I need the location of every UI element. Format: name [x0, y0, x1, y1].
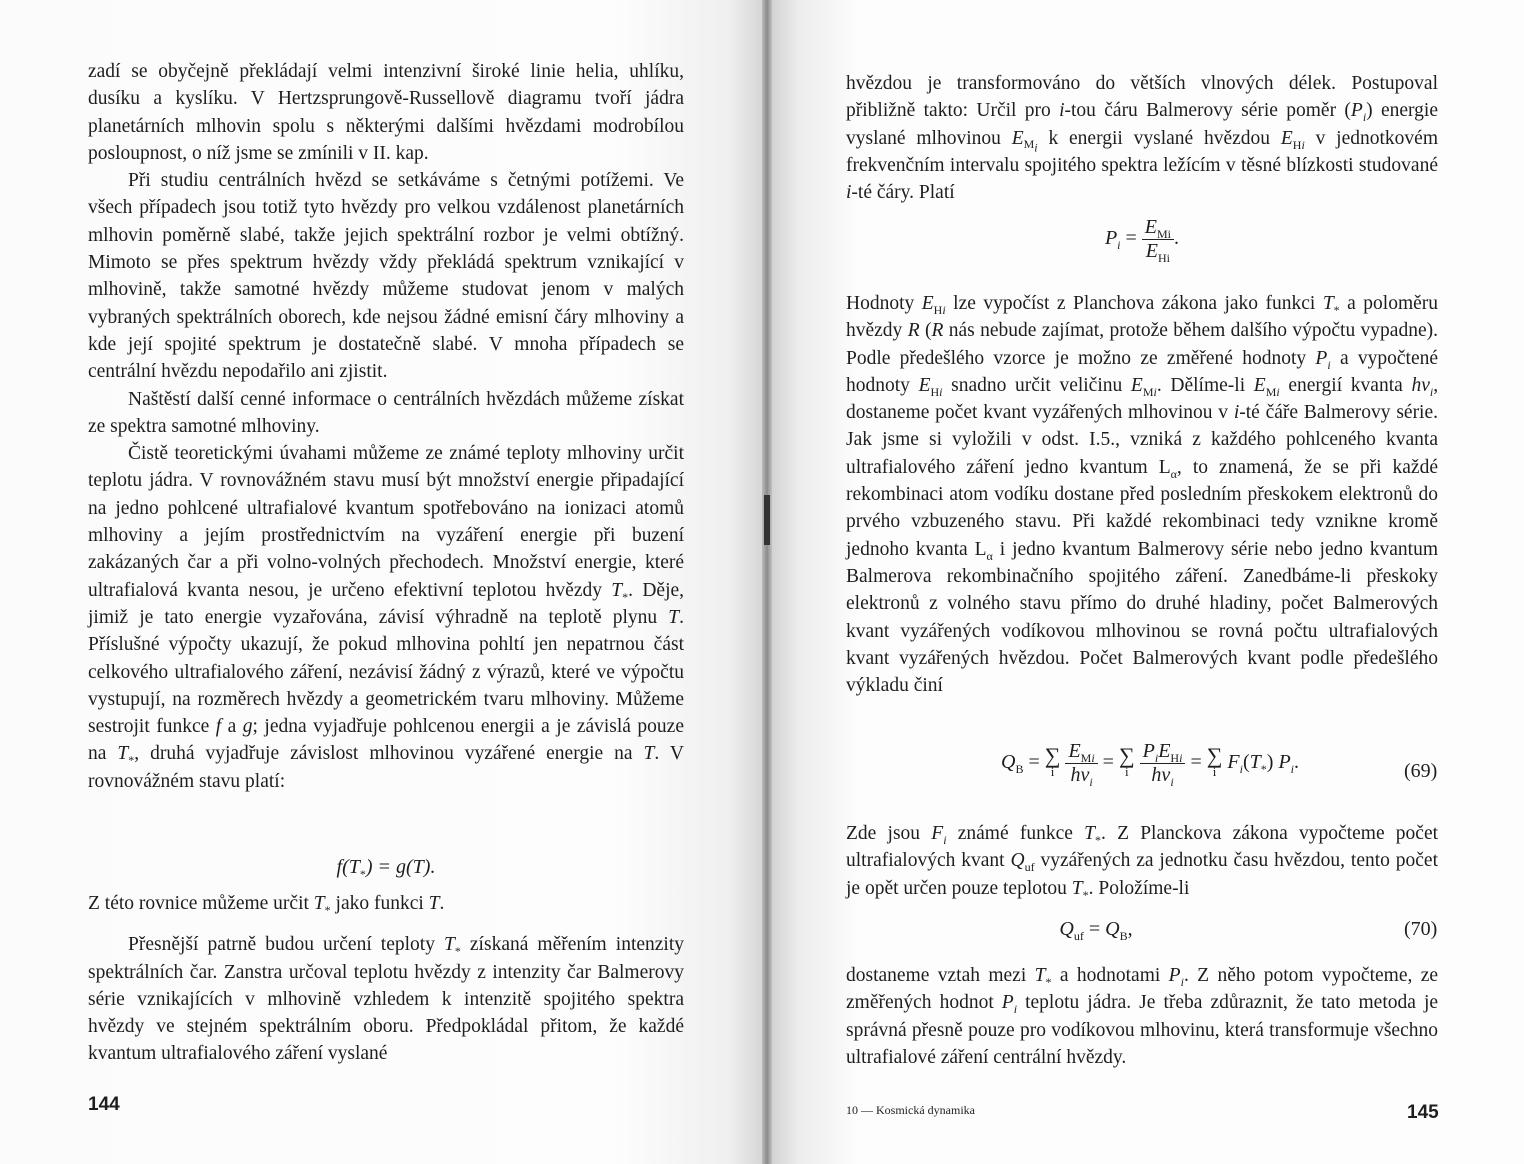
right-paragraph-4: dostaneme vztah mezi $T_*$ a hodnotami $P_i$. Z něho potom vypočteme, ze změřených hodnot $P_i$ teplotu jádra. Je třeba zdůraznit, že tato metoda je správná přesně pouze pro vodíkovou mlhovinu, která transformuje všechno ultrafialové záření centrální hvězdy.	[846, 965, 1439, 1068]
right-text-block-1	[846, 70, 1438, 206]
book-gutter	[762, 0, 772, 1164]
equation-quf: $Q_{uf} = Q_B$,	[1059, 918, 1133, 943]
right-paragraph-1: hvězdou je transformováno do větších vlnových délek. Postupoval přibližně takto: Určil pro i-tou čáru Balmerovy série poměr $(P_i)$ energie vyslané mlhovinou $E_{M_i}$ k energii vyslané hvězdou $E_{Hi}$ v jednotkovém frekvenčním intervalu spojitého spektra ležícím v těsné blízkosti studované i-té čáry. Platí	[846, 73, 1439, 204]
equation-number-69: (69)	[1404, 760, 1438, 782]
right-text-block-2	[846, 290, 1438, 699]
left-paragraph-5: Z této rovnice můžeme určit $T_*$ jako funkci T.	[88, 893, 445, 917]
right-page-number: 145	[1407, 1102, 1439, 1123]
left-paragraph-1: zadí se obyčejně překládají velmi intenzivní široké linie helia, uhlíku, dusíku a kyslíku. V Hertzsprungově-Russellově diagramu tvoří jádra planetárních mlhovin spolu s některými dalšími hvězdami modrobílou posloupnost, o níž jsme se zmínili v II. kap.	[88, 61, 684, 164]
binding-mark	[764, 495, 770, 545]
left-equation: $f(T_*) = g(T)$.	[336, 856, 436, 881]
right-text-block-3	[846, 820, 1438, 902]
equation-qb: $Q_B$ = ∑ i $\frac{E_{Mi}}{h\nu_i}$ = ∑ i $\frac{P_iE_{Hi}}{h\nu_i}$ = ∑ i $F_i(T_*)$ $P_i$.	[1001, 740, 1299, 789]
left-paragraph-4: Čistě teoretickými úvahami můžeme ze známé teploty mlhoviny určit teplotu jádra. V rovnovážném stavu musí být množství energie připadající na jedno pohlcené ultrafialové kvantum spotřebováno na ionizaci atomů mlhoviny a jejím prostřednictvím na vyzáření energie při buzení zakázaných čar a při volno-volných přechodech. Množství energie, které ultrafialová kvanta nesou, je určeno efektivní teplotou hvězdy $T_*$. Děje, jimiž je tato energie vyzařována, závisí výhradně na teplotě plynu T. Příslušné výpočty ukazují, že pokud mlhovina pohltí jen nepatrnou část celkového ultrafialového záření, nezávisí žádný z výrazů, které ve výpočtu vystupují, na rozměrech hvězdy a geometrickém tvaru mlhoviny. Můžeme sestrojit funkce f a g; jedna vyjadřuje pohlcenou energii a je závislá pouze na $T_*$, druhá vyjadřuje závislost mlhovinou vyzářené energie na T. V rovnovážném stavu platí:	[88, 443, 685, 792]
left-page-number: 144	[88, 1094, 120, 1115]
right-paragraph-3: Zde jsou $F_i$ známé funkce $T_*$. Z Planckova zákona vypočteme počet ultrafialových kvant $Q_{uf}$ vyzářených za jednotku času hvězdou, tento počet je opět určen pouze teplotou $T_*$. Položíme-li	[846, 823, 1439, 902]
left-text-block-1	[88, 58, 684, 795]
left-paragraph-6: Přesnější patrně budou určení teploty $T_*$ získaná měřením intenzity spektrálních čar. Zanstra určoval teplotu hvězdy z intenzity čar Balmerovy série vznikajících v mlhovině vzhledem k intenzitě spojitého spektra hvězdy ve stejném spektrálním oboru. Předpokládal přitom, že každé kvantum ultrafialového záření vyslané	[88, 934, 685, 1065]
chapter-footer: 10 — Kosmická dynamika	[846, 1103, 975, 1117]
right-text-block-4	[846, 962, 1438, 1071]
left-paragraph-2: Při studiu centrálních hvězd se setkáváme s četnými potížemi. Ve všech případech jsou totiž tyto hvězdy pro velkou vzdálenost planetárních mlhovin poměrně slabé, takže jejich spektrální rozbor je velmi obtížný. Mimoto se přes spektrum hvězdy vždy překládá spektrum vznikající v mlhovině, takže samotné hvězdy můžeme studovat jenom v malých vybraných spektrálních oborech, kde nejsou žádné emisní čáry mlhoviny a kde její spojité spektrum je dostatečně slabé. V mnoha případech se centrální hvězdu nepodařilo ani zjistit.	[88, 170, 684, 383]
equation-pi: $P_i$ = $\frac{E_{Mi}}{E_{Hi}}$ .	[1104, 216, 1180, 265]
equation-number-70: (70)	[1404, 918, 1438, 940]
left-paragraph-3: Naštěstí další cenné informace o centrálních hvězdách můžeme získat ze spektra samotné mlhoviny.	[88, 388, 684, 437]
left-text-block-2	[88, 890, 684, 1068]
right-paragraph-2: Hodnoty $E_{Hi}$ lze vypočíst z Planchova zákona jako funkci $T_*$ a poloměru hvězdy R (R nás nebude zajímat, protože během dalšího výpočtu vypadne). Podle předešlého vzorce je možno ze změřené hodnoty $P_i$ a vypočtené hodnoty $E_{Hi}$ snadno určit veličinu $E_{Mi}$. Dělíme-li $E_{Mi}$ energií kvanta $h\nu_i$, dostaneme počet kvant vyzářených mlhovinou v i-té čáře Balmerovy série. Jak jsme si vyložili v odst. I.5., vzniká z každého pohlceného kvanta ultrafialového záření jedno kvantum $L_\alpha$, to znamená, že se při každé rekombinaci atom vodíku dostane před posledním přeskokem elektronů do prvého vzbuzeného stavu. Při každé rekombinaci tedy vznikne kromě jednoho kvanta $L_\alpha$ i jedno kvantum Balmerovy série nebo jedno kvantum Balmerova rekombinačního spojitého záření. Zanedbáme-li přeskoky elektronů z volného stavu přímo do druhé hladiny, počet Balmerových kvant vyzářených vodíkovou mlhovinou se rovná počtu ultrafialových kvant vyzářených hvězdou. Počet Balmerových kvant podle předešlého výkladu činí	[846, 293, 1439, 697]
